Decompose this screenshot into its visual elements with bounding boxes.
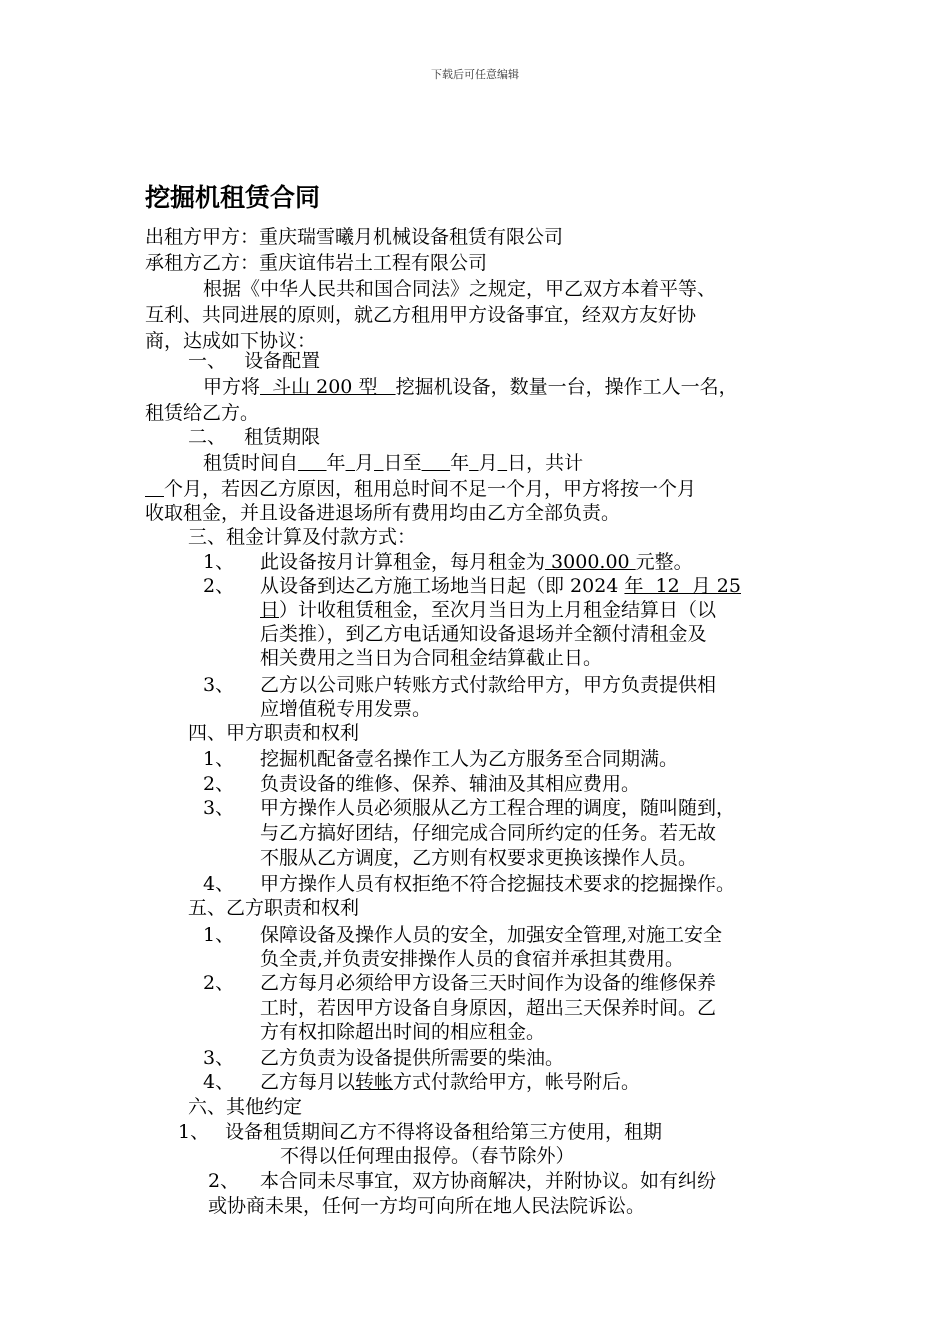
s5-item-4-num: 4、: [203, 1071, 235, 1093]
s3-item-3-num: 3、: [203, 674, 235, 696]
s3-item-1-num: 1、: [203, 551, 235, 573]
s6-item-1-line-2: 不得以任何理由报停。（春节除外）: [280, 1145, 575, 1167]
start-date: 年 12 月 25: [624, 575, 741, 597]
lessee-line: 承租方乙方：重庆谊伟岩土工程有限公司: [145, 252, 488, 274]
s6-item-2-line-1: 本合同未尽事宜，双方协商解决，并附协议。如有纠纷: [260, 1170, 717, 1192]
section-1-line-1: 甲方将 斗山 200 型 挖掘机设备，数量一台，操作工人一名，: [203, 376, 738, 398]
s3-item-3-line-2: 应增值税专用发票。: [260, 698, 432, 720]
s5-item-1-num: 1、: [203, 924, 235, 946]
s5-item-2-line-2: 工时，若因甲方设备自身原因，超出三天保养时间。乙: [260, 997, 717, 1019]
s4-item-4-num: 4、: [203, 873, 235, 895]
s3-item-3-line-1: 乙方以公司账户转账方式付款给甲方，甲方负责提供相: [260, 674, 717, 696]
section-1-line-2: 租赁给乙方。: [145, 402, 260, 424]
section-6-heading: 六、其他约定: [188, 1096, 303, 1118]
section-1-heading: 一、 设备配置: [188, 350, 321, 372]
s5-item-1-line-1: 保障设备及操作人员的安全，加强安全管理,对施工安全: [260, 924, 723, 946]
s3-item-1: 此设备按月计算租金，每月租金为 3000.00 元整。: [260, 551, 693, 573]
s3-item-2-line-4: 相关费用之当日为合同租金结算截止日。: [260, 647, 603, 669]
s5-item-1-line-2: 负全责,并负责安排操作人员的食宿并承担其费用。: [260, 948, 685, 970]
section-5-heading: 五、乙方职责和权利: [188, 897, 360, 919]
s4-item-3-line-3: 不服从乙方调度，乙方则有权要求更换该操作人员。: [260, 847, 698, 869]
s3-item-2-line-2: 日）计收租赁租金，至次月当日为上月租金结算日（以: [260, 599, 717, 621]
s4-item-1: 挖掘机配备壹名操作工人为乙方服务至合同期满。: [260, 748, 679, 770]
s6-item-2-line-2: 或协商未果，任何一方均可向所在地人民法院诉讼。: [208, 1195, 646, 1217]
s5-item-3-num: 3、: [203, 1047, 235, 1069]
s4-item-3-line-2: 与乙方搞好团结，仔细完成合同所约定的任务。若无故: [260, 822, 717, 844]
s5-item-3: 乙方负责为设备提供所需要的柴油。: [260, 1047, 565, 1069]
page-header: 下载后可任意编辑: [431, 68, 519, 81]
s4-item-3-num: 3、: [203, 797, 235, 819]
s4-item-2: 负责设备的维修、保养、辅油及其相应费用。: [260, 773, 641, 795]
s4-item-2-num: 2、: [203, 773, 235, 795]
contract-title: 挖掘机租赁合同: [145, 183, 321, 212]
s6-item-1-num: 1、: [178, 1121, 210, 1143]
section-3-heading: 三、租金计算及付款方式：: [188, 526, 417, 548]
s6-item-2-num: 2、: [208, 1170, 240, 1192]
s3-item-2-num: 2、: [203, 575, 235, 597]
s6-item-1-line-1: 设备租赁期间乙方不得将设备租给第三方使用，租期: [225, 1121, 663, 1143]
s5-item-2-line-1: 乙方每月必须给甲方设备三天时间作为设备的维修保养: [260, 972, 717, 994]
s5-item-2-num: 2、: [203, 972, 235, 994]
rental-period-line-3: 收取租金，并且设备进退场所有费用均由乙方全部负责。: [145, 502, 621, 524]
intro-line-1: 根据《中华人民共和国合同法》之规定，甲乙双方本着平等、: [203, 278, 717, 300]
equipment-model: 斗山 200 型: [260, 376, 396, 398]
intro-line-2: 互利、共同进展的原则，就乙方租用甲方设备事宜，经双方友好协: [145, 304, 697, 326]
lessor-line: 出租方甲方：重庆瑞雪曦月机械设备租赁有限公司: [145, 226, 564, 248]
section-2-heading: 二、 租赁期限: [188, 426, 321, 448]
monthly-rent: 3000.00: [545, 551, 636, 573]
s3-item-2-line-3: 后类推），到乙方电话通知设备退场并全额付清租金及: [260, 623, 707, 645]
section-4-heading: 四、甲方职责和权利: [188, 722, 360, 744]
s4-item-1-num: 1、: [203, 748, 235, 770]
intro-line-3: 商，达成如下协议：: [145, 330, 317, 352]
rental-period-line: 租赁时间自 年 月 日至 年 月 日，共计: [203, 452, 584, 474]
s3-item-2-line-1: 从设备到达乙方施工场地当日起（即 2024 年 12 月 25: [260, 575, 741, 597]
s4-item-4: 甲方操作人员有权拒绝不符合挖掘技术要求的挖掘操作。: [260, 873, 736, 895]
s4-item-3-line-1: 甲方操作人员必须服从乙方工程合理的调度，随叫随到，: [260, 797, 736, 819]
s5-item-2-line-3: 方有权扣除超出时间的相应租金。: [260, 1021, 546, 1043]
s5-item-4: 乙方每月以转帐方式付款给甲方，帐号附后。: [260, 1071, 641, 1093]
rental-period-line-2: 个月，若因乙方原因，租用总时间不足一个月，甲方将按一个月: [164, 478, 697, 500]
